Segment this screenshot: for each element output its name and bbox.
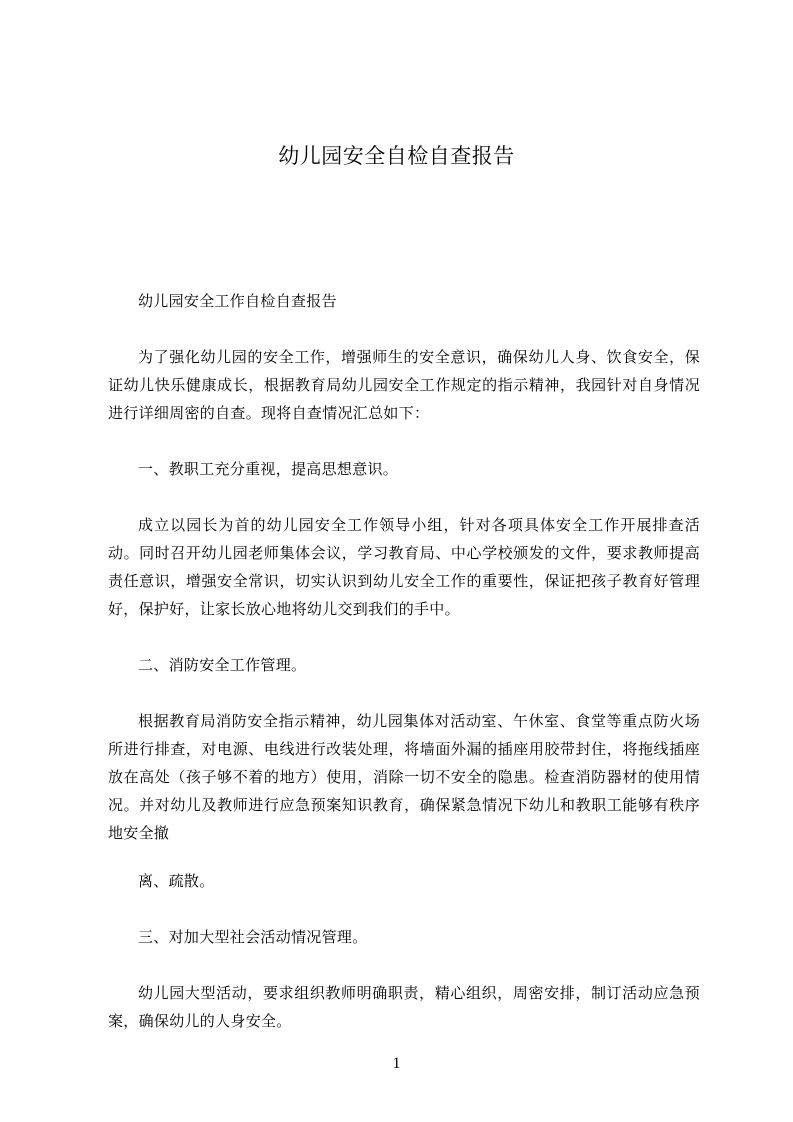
paragraph-section-2-continued: 离、疏散。 (138, 872, 215, 890)
section-heading-2: 二、消防安全工作管理。 (138, 656, 307, 674)
document-title: 幼儿园安全自检自查报告 (278, 144, 515, 168)
document-body (108, 287, 700, 1063)
paragraph-subtitle: 幼儿园安全工作自检自查报告 (138, 292, 337, 310)
section-heading-3: 三、对加大型社会活动情况管理。 (138, 928, 368, 946)
section-heading-1: 一、教职工充分重视，提高思想意识。 (138, 460, 399, 478)
page-number: 1 (392, 1055, 401, 1072)
paragraph-section-3: 幼儿园大型活动，要求组织教师明确职责，精心组织，周密安排，制订活动应急预案，确保幼儿的人身安全。 (108, 984, 700, 1030)
paragraph-intro: 为了强化幼儿园的安全工作，增强师生的安全意识，确保幼儿人身、饮食安全，保证幼儿快乐健康成长，根据教育局幼儿园安全工作规定的指示精神，我园针对自身情况进行详细周密的自查。现将自查情况汇总如下： (108, 348, 700, 422)
paragraph-section-2: 根据教育局消防安全指示精神，幼儿园集体对活动室、午休室、食堂等重点防火场所进行排查，对电源、电线进行改装处理，将墙面外漏的插座用胶带封住，将拖线插座放在高处（孩子够不着的地方）使用，消除一切不安全的隐患。检查消防器材的使用情况。并对幼儿及教师进行应急预案知识教育，确保紧急情况下幼儿和教职工能够有秩序地安全撤 (108, 712, 700, 842)
paragraph-section-1: 成立以园长为首的幼儿园安全工作领导小组，针对各项具体安全工作开展排查活动。同时召开幼儿园老师集体会议，学习教育局、中心学校颁发的文件，要求教师提高责任意识，增强安全常识，切实认识到幼儿安全工作的重要性，保证把孩子教育好管理好，保护好，让家长放心地将幼儿交到我们的手中。 (108, 516, 700, 618)
